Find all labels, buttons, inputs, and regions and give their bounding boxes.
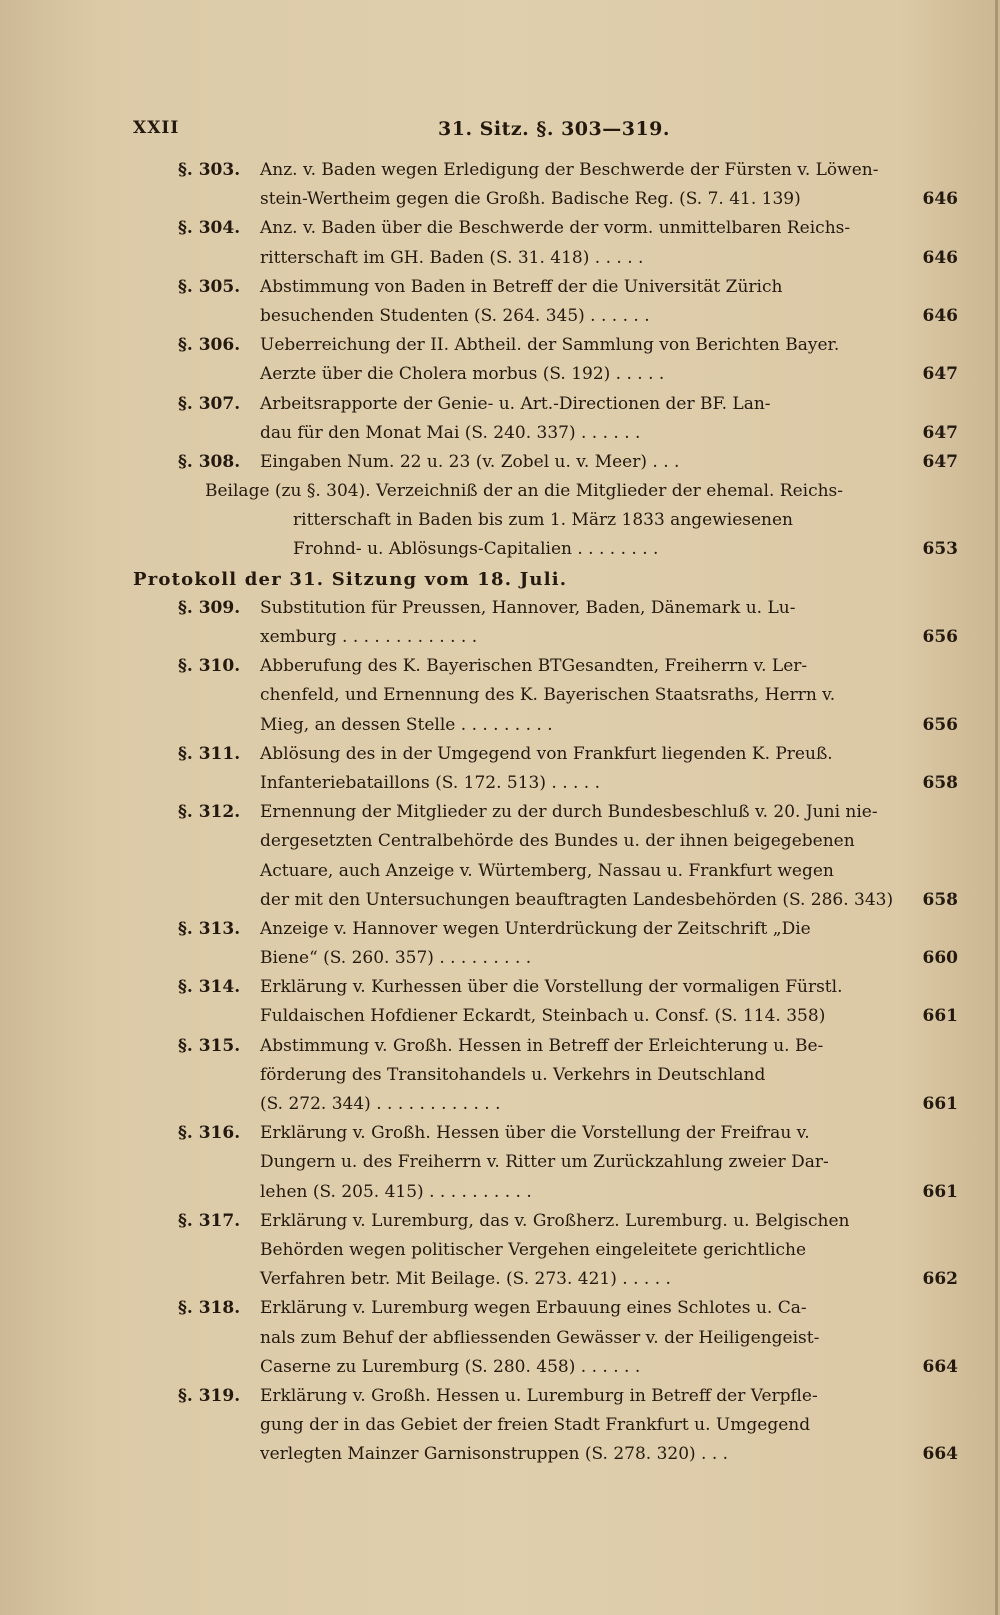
- toc-line: [0, 185, 1000, 214]
- entry-text: Arbeitsrapporte der Genie- u. Art.-Directionen der BF. Lan-: [260, 393, 771, 414]
- page-reference: 646: [922, 247, 958, 268]
- entry-text: Anz. v. Baden über die Beschwerde der vorm. unmittelbaren Reichs-: [260, 218, 851, 239]
- toc-line: [0, 944, 1000, 973]
- toc-line: [0, 390, 1000, 419]
- entry-text: Abstimmung von Baden in Betreff der die Universität Zürich: [260, 276, 783, 297]
- toc-line: [0, 360, 1000, 389]
- section-number: §. 305.: [178, 276, 241, 297]
- toc-line: [0, 740, 1000, 769]
- entry-text: Actuare, auch Anzeige v. Würtemberg, Nassau u. Frankfurt wegen: [260, 860, 834, 881]
- toc-line: [0, 623, 1000, 652]
- toc-line: [0, 798, 1000, 827]
- toc-line: [0, 535, 1000, 564]
- toc-line: [0, 1032, 1000, 1061]
- entry-text: Mieg, an dessen Stelle . . . . . . . . .: [260, 714, 553, 735]
- toc-entry-beilage: [0, 477, 1000, 565]
- toc-entry-s319: [0, 1382, 1000, 1470]
- toc-line: [0, 565, 1000, 594]
- page-reference: 661: [922, 1094, 958, 1114]
- toc-line: [0, 1440, 1000, 1469]
- toc-line: [0, 1265, 1000, 1294]
- entry-text: Caserne zu Luremburg (S. 280. 458) . . . . . .: [260, 1356, 641, 1377]
- entry-text: Erklärung v. Großh. Hessen u. Luremburg in Betreff der Verpfle-: [260, 1385, 818, 1406]
- toc-line: [0, 477, 1000, 506]
- entry-text: Frohnd- u. Ablösungs-Capitalien . . . . . . . .: [293, 539, 659, 560]
- page-reference: 647: [922, 364, 958, 385]
- toc-entry-s314: [0, 973, 1000, 1031]
- entry-text: ritterschaft in Baden bis zum 1. März 1833 angewiesenen: [293, 510, 793, 531]
- toc-line: [0, 214, 1000, 243]
- toc-line: [0, 419, 1000, 448]
- page-reference: 662: [922, 1269, 958, 1290]
- entry-text: stein-Wertheim gegen die Großh. Badische Reg. (S. 7. 41. 139): [260, 189, 801, 210]
- entry-text: besuchenden Studenten (S. 264. 345) . . . . . .: [260, 305, 650, 326]
- entry-text: nals zum Behuf der abfliessenden Gewässer v. der Heiligengeist-: [260, 1327, 820, 1348]
- toc-entry-s308: [0, 448, 1000, 477]
- toc-entry-s315: [0, 1032, 1000, 1120]
- toc-line: [0, 769, 1000, 798]
- toc-line: [0, 1411, 1000, 1440]
- entry-text: Fuldaischen Hofdiener Eckardt, Steinbach u. Consf. (S. 114. 358): [260, 1006, 826, 1027]
- toc-entry-s310: [0, 652, 1000, 740]
- entry-text: verlegten Mainzer Garnisonstruppen (S. 278. 320) . . .: [260, 1444, 729, 1465]
- toc-line: [0, 1236, 1000, 1265]
- toc-entry-s317: [0, 1207, 1000, 1295]
- toc-line: [0, 1090, 1000, 1119]
- section-number: §. 316.: [178, 1123, 241, 1144]
- page-reference: 664: [922, 1444, 958, 1465]
- page-header: [0, 118, 1000, 144]
- entry-text: dau für den Monat Mai (S. 240. 337) . . . . . .: [260, 422, 641, 443]
- entry-text: Abberufung des K. Bayerischen BTGesandten, Freiherrn v. Ler-: [260, 656, 808, 677]
- toc-line: [0, 1061, 1000, 1090]
- section-number: §. 312.: [178, 802, 241, 823]
- entry-text: Verfahren betr. Mit Beilage. (S. 273. 421) . . . . .: [260, 1269, 671, 1290]
- entry-text: Anzeige v. Hannover wegen Unterdrückung der Zeitschrift „Die: [260, 918, 811, 939]
- toc-line: [0, 652, 1000, 681]
- toc-line: [0, 915, 1000, 944]
- entry-text: der mit den Untersuchungen beauftragten Landesbehörden (S. 286. 343): [260, 889, 894, 910]
- toc-line: [0, 1353, 1000, 1382]
- entry-text: xemburg . . . . . . . . . . . . .: [260, 627, 478, 647]
- toc-line: [0, 594, 1000, 623]
- page-reference: 658: [922, 772, 958, 793]
- toc-line: [0, 827, 1000, 856]
- entry-text: Ueberreichung der II. Abtheil. der Sammlung von Berichten Bayer.: [260, 335, 840, 356]
- page-reference: 647: [922, 422, 958, 443]
- page-reference: 656: [922, 627, 958, 647]
- toc-line: [0, 1119, 1000, 1148]
- section-number: §. 318.: [178, 1298, 241, 1319]
- entry-text: Aerzte über die Cholera morbus (S. 192) . . . . .: [260, 364, 665, 385]
- toc-line: [0, 156, 1000, 185]
- toc-line: [0, 1294, 1000, 1323]
- entry-text: Infanteriebataillons (S. 172. 513) . . . . .: [260, 772, 601, 793]
- page-reference: 664: [922, 1356, 958, 1377]
- toc-entry-s318: [0, 1294, 1000, 1382]
- toc-line: [0, 1148, 1000, 1177]
- section-number: §. 311.: [178, 743, 241, 764]
- toc-line: [0, 302, 1000, 331]
- entry-text: Ernennung der Mitglieder zu der durch Bundesbeschluß v. 20. Juni nie-: [260, 802, 878, 823]
- toc-line: [0, 681, 1000, 710]
- toc-entry-s306: [0, 331, 1000, 389]
- section-number: §. 314.: [178, 977, 241, 998]
- toc-line: [0, 711, 1000, 740]
- entry-text: Behörden wegen politischer Vergehen eingeleitete gerichtliche: [260, 1239, 807, 1260]
- entry-text: chenfeld, und Ernennung des K. Bayerischen Staatsraths, Herrn v.: [260, 685, 836, 706]
- toc-entry-s307: [0, 390, 1000, 448]
- section-number: §. 319.: [178, 1385, 241, 1406]
- section-number: §. 315.: [178, 1035, 241, 1056]
- toc-entry-s313: [0, 915, 1000, 973]
- toc-line: [0, 448, 1000, 477]
- page-reference: 656: [922, 714, 958, 735]
- toc-entry-s303: [0, 156, 1000, 214]
- toc-line: [0, 506, 1000, 535]
- section-number: §. 317.: [178, 1210, 241, 1231]
- entry-text: Biene“ (S. 260. 357) . . . . . . . . .: [260, 948, 532, 969]
- page-reference: 646: [922, 305, 958, 326]
- entry-text: förderung des Transitohandels u. Verkehrs in Deutschland: [260, 1064, 766, 1085]
- page-reference: 646: [922, 189, 958, 210]
- toc-line: [0, 857, 1000, 886]
- toc-line: [0, 973, 1000, 1002]
- section-number: §. 304.: [178, 218, 241, 239]
- entry-text: (S. 272. 344) . . . . . . . . . . . .: [260, 1094, 501, 1114]
- toc-line: [0, 1207, 1000, 1236]
- page-reference: 661: [922, 1181, 958, 1202]
- entry-text: ritterschaft im GH. Baden (S. 31. 418) . . . . .: [260, 247, 644, 268]
- page-reference: 647: [922, 451, 958, 472]
- toc-line: [0, 273, 1000, 302]
- page-reference: 653: [922, 539, 958, 560]
- entry-text: Erklärung v. Luremburg wegen Erbauung eines Schlotes u. Ca-: [260, 1298, 807, 1319]
- toc-line: [0, 331, 1000, 360]
- toc-line: [0, 1002, 1000, 1031]
- page-number: XXII: [133, 118, 180, 138]
- entry-text: Abstimmung v. Großh. Hessen in Betreff der Erleichterung u. Be-: [260, 1035, 824, 1056]
- entry-text: Substitution für Preussen, Hannover, Baden, Dänemark u. Lu-: [260, 597, 796, 618]
- toc-line: [0, 1382, 1000, 1411]
- section-number: §. 303.: [178, 160, 241, 180]
- section-number: §. 309.: [178, 597, 241, 618]
- entry-text: Ablösung des in der Umgegend von Frankfurt liegenden K. Preuß.: [260, 743, 833, 764]
- toc-entry-s304: [0, 214, 1000, 272]
- page-reference: 661: [922, 1006, 958, 1027]
- section-number: §. 306.: [178, 335, 241, 356]
- section-number: §. 307.: [178, 393, 241, 414]
- toc-line: [0, 244, 1000, 273]
- entry-text: Erklärung v. Kurhessen über die Vorstellung der vormaligen Fürstl.: [260, 977, 843, 998]
- entry-text: dergesetzten Centralbehörde des Bundes u. der ihnen beigegebenen: [260, 831, 855, 852]
- section-number: §. 313.: [178, 918, 241, 939]
- toc-entry-protokoll: [0, 565, 1000, 594]
- toc-entry-s312: [0, 798, 1000, 915]
- entry-text: Eingaben Num. 22 u. 23 (v. Zobel u. v. Meer) . . .: [260, 451, 680, 472]
- section-number: §. 308.: [178, 451, 241, 472]
- entry-text: Erklärung v. Großh. Hessen über die Vorstellung der Freifrau v.: [260, 1123, 810, 1144]
- entry-text: lehen (S. 205. 415) . . . . . . . . . .: [260, 1181, 532, 1202]
- toc-line: [0, 886, 1000, 915]
- entry-text: Protokoll der 31. Sitzung vom 18. Juli.: [133, 568, 568, 590]
- toc-line: [0, 1178, 1000, 1207]
- entry-text: Anz. v. Baden wegen Erledigung der Beschwerde der Fürsten v. Löwen-: [260, 160, 879, 180]
- entry-text: Erklärung v. Luremburg, das v. Großherz. Luremburg. u. Belgischen: [260, 1210, 850, 1231]
- toc-entry-s316: [0, 1119, 1000, 1207]
- table-of-contents: [0, 156, 1000, 1469]
- page-reference: 660: [922, 948, 958, 969]
- toc-entry-s311: [0, 740, 1000, 798]
- toc-line: [0, 1324, 1000, 1353]
- running-title: 31. Sitz. §. 303—319.: [438, 118, 671, 140]
- entry-text: Beilage (zu §. 304). Verzeichniß der an die Mitglieder der ehemal. Reichs-: [205, 481, 844, 502]
- page-reference: 658: [922, 889, 958, 910]
- section-number: §. 310.: [178, 656, 241, 677]
- toc-entry-s309: [0, 594, 1000, 652]
- toc-entry-s305: [0, 273, 1000, 331]
- entry-text: Dungern u. des Freiherrn v. Ritter um Zurückzahlung zweier Dar-: [260, 1152, 829, 1173]
- entry-text: gung der in das Gebiet der freien Stadt Frankfurt u. Umgegend: [260, 1415, 811, 1436]
